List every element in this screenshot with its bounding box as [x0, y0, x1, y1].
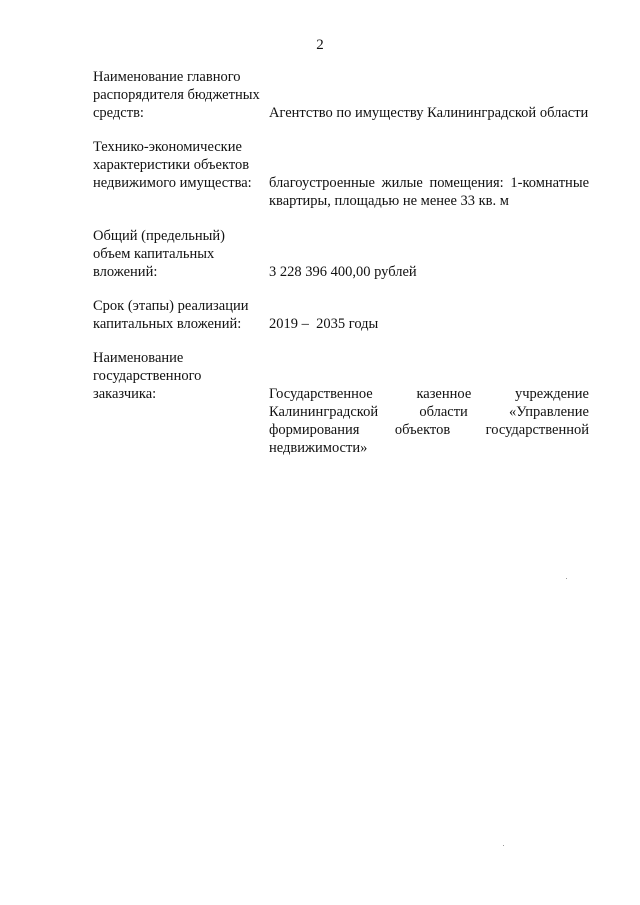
value-line: недвижимости»	[269, 440, 368, 456]
field-value	[269, 263, 589, 281]
page-number: 2	[316, 37, 324, 53]
field-label	[93, 297, 263, 333]
label-line: Общий (предельный)	[93, 228, 225, 244]
label-line: Наименование	[93, 350, 184, 366]
label-line: характеристики объектов	[93, 157, 250, 173]
field-state-customer	[93, 349, 593, 459]
label-line: заказчика:	[93, 386, 157, 402]
field-value	[269, 104, 589, 122]
label-line: капитальных вложений:	[93, 316, 242, 332]
scan-speck	[566, 578, 567, 579]
field-label	[93, 138, 263, 192]
field-value	[269, 315, 589, 333]
label-line: вложений:	[93, 264, 158, 280]
label-line: объем капитальных	[93, 246, 215, 262]
label-line: недвижимого имущества:	[93, 175, 252, 191]
label-line: распорядителя бюджетных	[93, 87, 260, 103]
field-technical-characteristics	[93, 138, 593, 212]
scan-speck	[503, 845, 504, 846]
label-line: Срок (этапы) реализации	[93, 298, 249, 314]
field-label	[93, 68, 263, 122]
value-line: благоустроенные жилые помещения: 1-комнатные	[269, 175, 589, 191]
value-line: Государственное казенное учреждение	[269, 386, 589, 402]
field-capital-investment	[93, 227, 593, 283]
field-value	[269, 174, 589, 210]
value-line: квартиры, площадью не менее 33 кв. м	[269, 193, 509, 209]
field-label	[93, 349, 263, 403]
value-line: Агентство по имуществу Калининградской области	[269, 105, 589, 121]
field-budget-administrator	[93, 68, 593, 124]
value-line: 2019 – 2035 годы	[269, 316, 379, 332]
field-value	[269, 385, 589, 457]
field-label	[93, 227, 263, 281]
label-line: Технико-экономические	[93, 139, 242, 155]
value-line: Калининградской области «Управление	[269, 404, 589, 420]
label-line: средств:	[93, 105, 144, 121]
field-implementation-period	[93, 297, 593, 335]
value-line: 3 228 396 400,00 рублей	[269, 264, 417, 280]
label-line: Наименование главного	[93, 69, 241, 85]
value-line: формирования объектов государственной	[269, 422, 589, 438]
label-line: государственного	[93, 368, 202, 384]
